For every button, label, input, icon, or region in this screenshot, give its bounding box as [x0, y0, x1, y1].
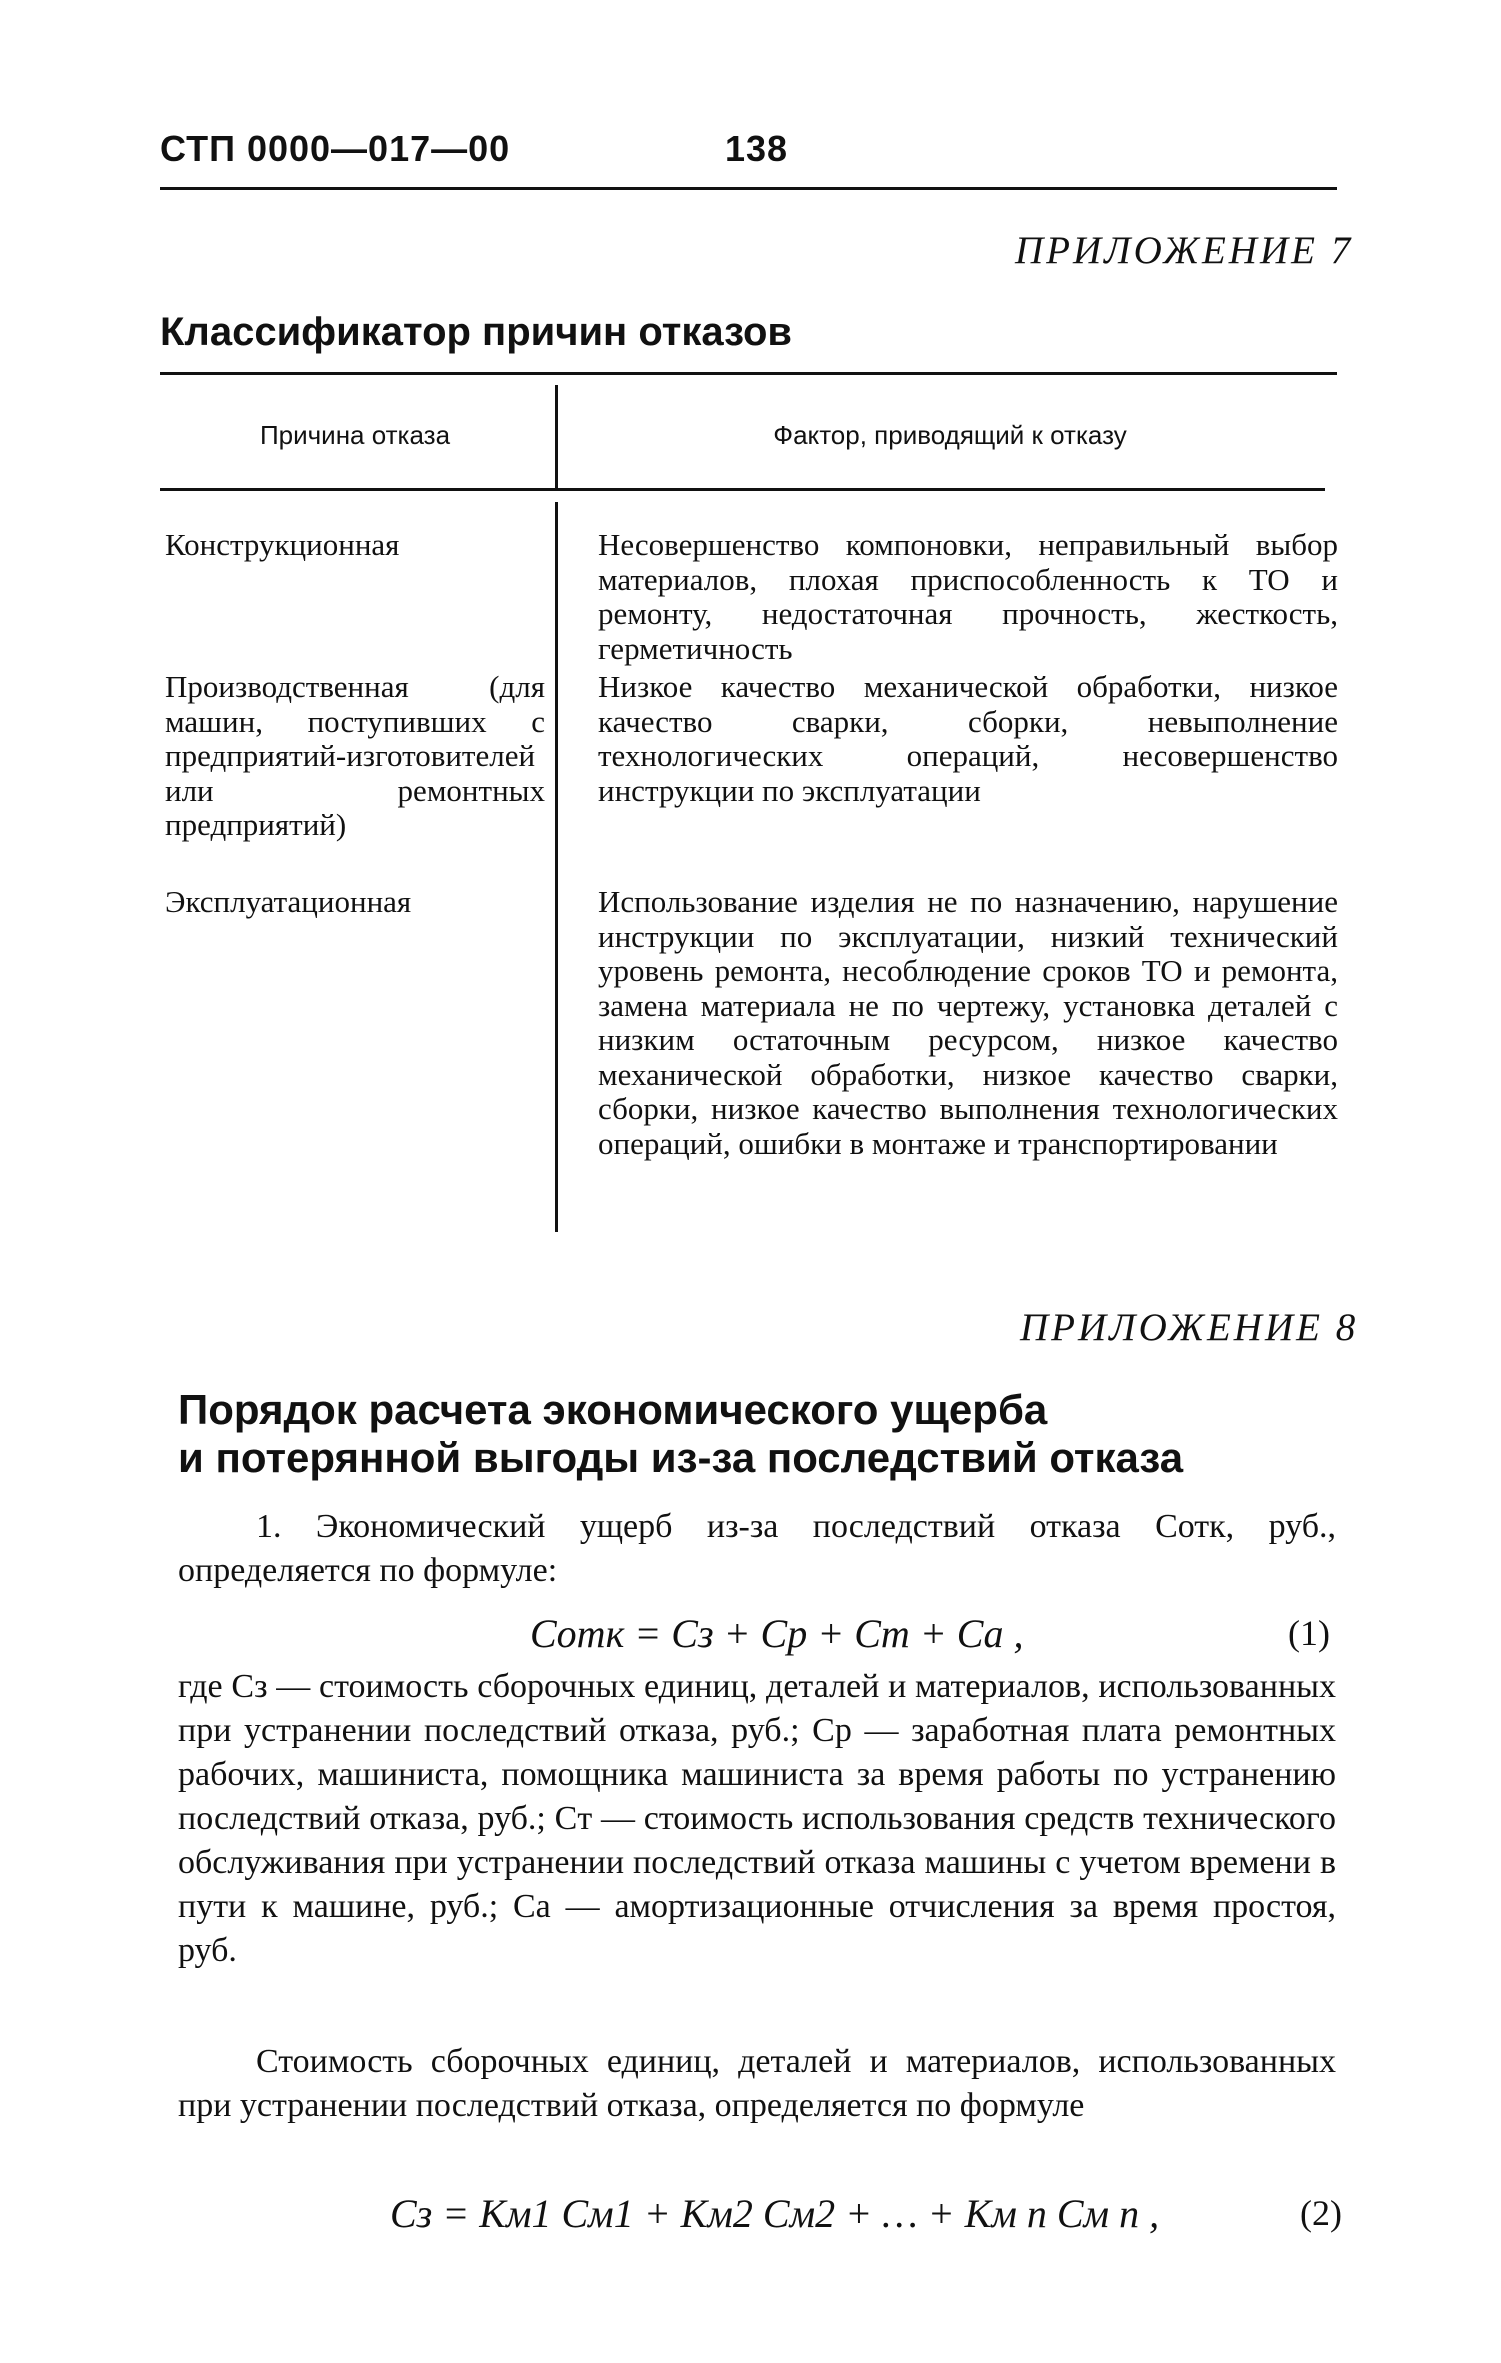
formula-2: Cз = Kм1 Cм1 + Kм2 Cм2 + … + Kм n Cм n , — [390, 2191, 1160, 2236]
table-row-3-cause: Эксплуатационная — [165, 884, 412, 919]
table-body-divider — [555, 502, 558, 1232]
formula-1-number: (1) — [1288, 1613, 1330, 1653]
table-row-1-cause: Конструкционная — [165, 527, 400, 562]
table-header-divider — [555, 385, 558, 490]
paragraph-3-text: Стоимость сборочных единиц, деталей и материалов, использованных при устранении последствий отказа, определяется по формуле — [178, 2043, 1336, 2124]
appendix-7-title: Классификатор причин отказов — [160, 310, 793, 354]
appendix-7-label: ПРИЛОЖЕНИЕ 7 — [1015, 229, 1354, 272]
appendix-8-label: ПРИЛОЖЕНИЕ 8 — [1020, 1306, 1359, 1349]
paragraph-3 — [178, 2040, 1336, 2128]
table-top-rule — [160, 372, 1337, 375]
header-rule — [160, 187, 1337, 190]
formula-1: Cотк = Cз + Cр + Cт + Cа , — [530, 1611, 1024, 1656]
column-header-factor: Фактор, приводящий к отказу — [773, 420, 1127, 450]
table-row-2-factor: Низкое качество механической обработки, низкое качество сварки, сборки, невыполнение технологических операций, несовершенство инструкции по эксплуатации — [598, 669, 1338, 808]
appendix-8-title-line-2: и потерянной выгоды из-за последствий отказа — [178, 1434, 1184, 1481]
paragraph-1-text: 1. Экономический ущерб из-за последствий отказа Cотк, руб., определяется по формуле: — [178, 1508, 1336, 1589]
document-code: СТП 0000—017—00 — [160, 128, 511, 169]
formula-2-number: (2) — [1300, 2193, 1342, 2233]
page-number: 138 — [725, 128, 789, 169]
column-header-cause: Причина отказа — [259, 420, 451, 450]
table-row-1-factor: Несовершенство компоновки, неправильный выбор материалов, плохая приспособленность к ТО и ремонту, недостаточная прочность, жесткость, герметичность — [598, 527, 1338, 666]
paragraph-2-text: где Cз — стоимость сборочных единиц, деталей и материалов, использованных при устранении последствий отказа, руб.; Cр — заработная плата ремонтных рабочих, машиниста, помощника машиниста за время работы по устранению последствий отказа, руб.; Cт — стоимость использования средств технического обслуживания при устранении последствий отказа машины с учетом времени в пути к машине, руб.; Cа — амортизационные отчисления за время простоя, руб. — [178, 1668, 1336, 1969]
paragraph-1 — [178, 1505, 1336, 1593]
table-row-2-cause: Производственная (для машин, поступивших с предприятий-изготовителей или ремонтных предприятий) — [165, 669, 545, 842]
table-row-3-factor: Использование изделия не по назначению, нарушение инструкции по эксплуатации, низкий технический уровень ремонта, несоблюдение сроков ТО и ремонта, замена материала не по чертежу, установка деталей с низким остаточным ресурсом, низкое качество механической обработки, низкое качество сварки, сборки, низкое качество выполнения технологических операций, ошибки в монтаже и транспортировании — [598, 884, 1338, 1161]
appendix-8-title-line-1: Порядок расчета экономического ущерба — [178, 1386, 1048, 1433]
table-header-rule — [160, 488, 1325, 491]
paragraph-2 — [178, 1665, 1336, 1973]
